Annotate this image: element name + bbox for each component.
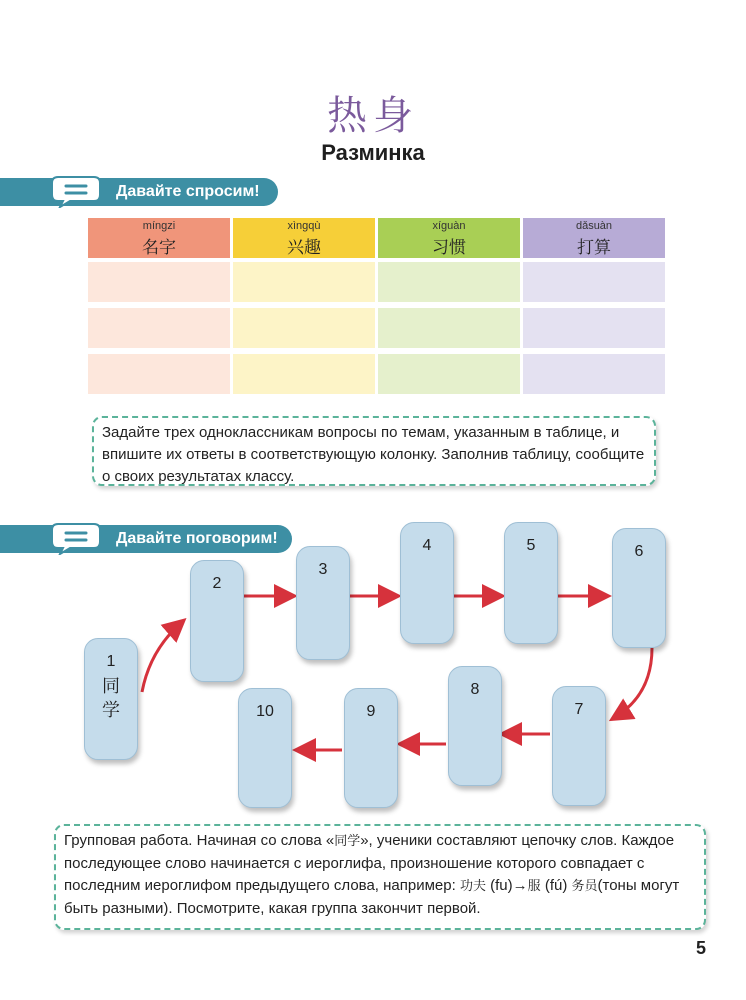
card-number: 3 bbox=[318, 561, 328, 578]
banner-label: Давайте поговорим! bbox=[116, 530, 278, 547]
banner-label: Давайте спросим! bbox=[116, 183, 260, 200]
chain-card-3[interactable] bbox=[296, 546, 350, 660]
header-pinyin: dǎsuàn bbox=[575, 220, 613, 232]
header-hanzi: 名字 bbox=[142, 238, 176, 258]
instruction-text-part: (fu)→ bbox=[485, 877, 528, 894]
page-title-russian: Разминка bbox=[321, 140, 425, 165]
card-number: 7 bbox=[574, 701, 584, 718]
example-word: 功夫 bbox=[459, 879, 486, 894]
card-number: 1 bbox=[106, 653, 116, 670]
chain-card-2[interactable] bbox=[190, 560, 244, 682]
card-number: 10 bbox=[256, 703, 274, 720]
chain-card-8[interactable] bbox=[448, 666, 502, 786]
header-hanzi: 习惯 bbox=[432, 238, 466, 258]
chain-card-1[interactable] bbox=[84, 638, 138, 760]
instruction-text-part: », ученики составляют цепочку слов. Каждое последующее слово начинается с иероглифа, произношение которого совпадает с последним иероглифом предыдущего слова, например: bbox=[64, 832, 675, 894]
card-number: 2 bbox=[212, 575, 222, 592]
instruction-box-talk bbox=[54, 824, 706, 930]
card-word: 同学 bbox=[102, 676, 120, 721]
example-word: 同学 bbox=[334, 834, 361, 849]
card-number: 5 bbox=[526, 537, 536, 554]
header-pinyin: míngzi bbox=[142, 220, 176, 232]
chain-card-10[interactable] bbox=[238, 688, 292, 808]
instruction-text: Задайте трех одноклассникам вопросы по темам, указанным в таблице, и впишите их ответы в соответствующую колонку. Заполнив таблицу, сообщите о своих результатах классу. bbox=[102, 424, 645, 485]
example-word: 服 bbox=[527, 879, 541, 894]
page-title-chinese: 热身 bbox=[327, 93, 419, 139]
example-word: 务员 bbox=[571, 879, 598, 894]
chain-card-4[interactable] bbox=[400, 522, 454, 644]
instruction-text-part: Групповая работа. Начиная со слова « bbox=[64, 832, 335, 849]
arrow-6-7 bbox=[614, 648, 652, 718]
instruction-text-part: (тоны могут быть разными). Посмотрите, какая группа закончит первой. bbox=[64, 877, 680, 917]
header-hanzi: 打算 bbox=[577, 238, 611, 258]
page-number: 5 bbox=[695, 938, 706, 958]
header-hanzi: 兴趣 bbox=[287, 238, 321, 258]
card-number: 6 bbox=[634, 543, 644, 560]
chain-card-6[interactable] bbox=[612, 528, 666, 648]
card-number: 9 bbox=[366, 703, 376, 720]
card-number: 4 bbox=[422, 537, 432, 554]
instruction-text-part: (fú) bbox=[540, 877, 572, 894]
card-number: 8 bbox=[470, 681, 480, 698]
chain-card-9[interactable] bbox=[344, 688, 398, 808]
header-pinyin: xíguàn bbox=[432, 220, 466, 232]
chain-card-7[interactable] bbox=[552, 686, 606, 806]
header-pinyin: xìngqù bbox=[287, 220, 321, 232]
arrow-1-2 bbox=[142, 622, 182, 692]
chain-card-5[interactable] bbox=[504, 522, 558, 644]
